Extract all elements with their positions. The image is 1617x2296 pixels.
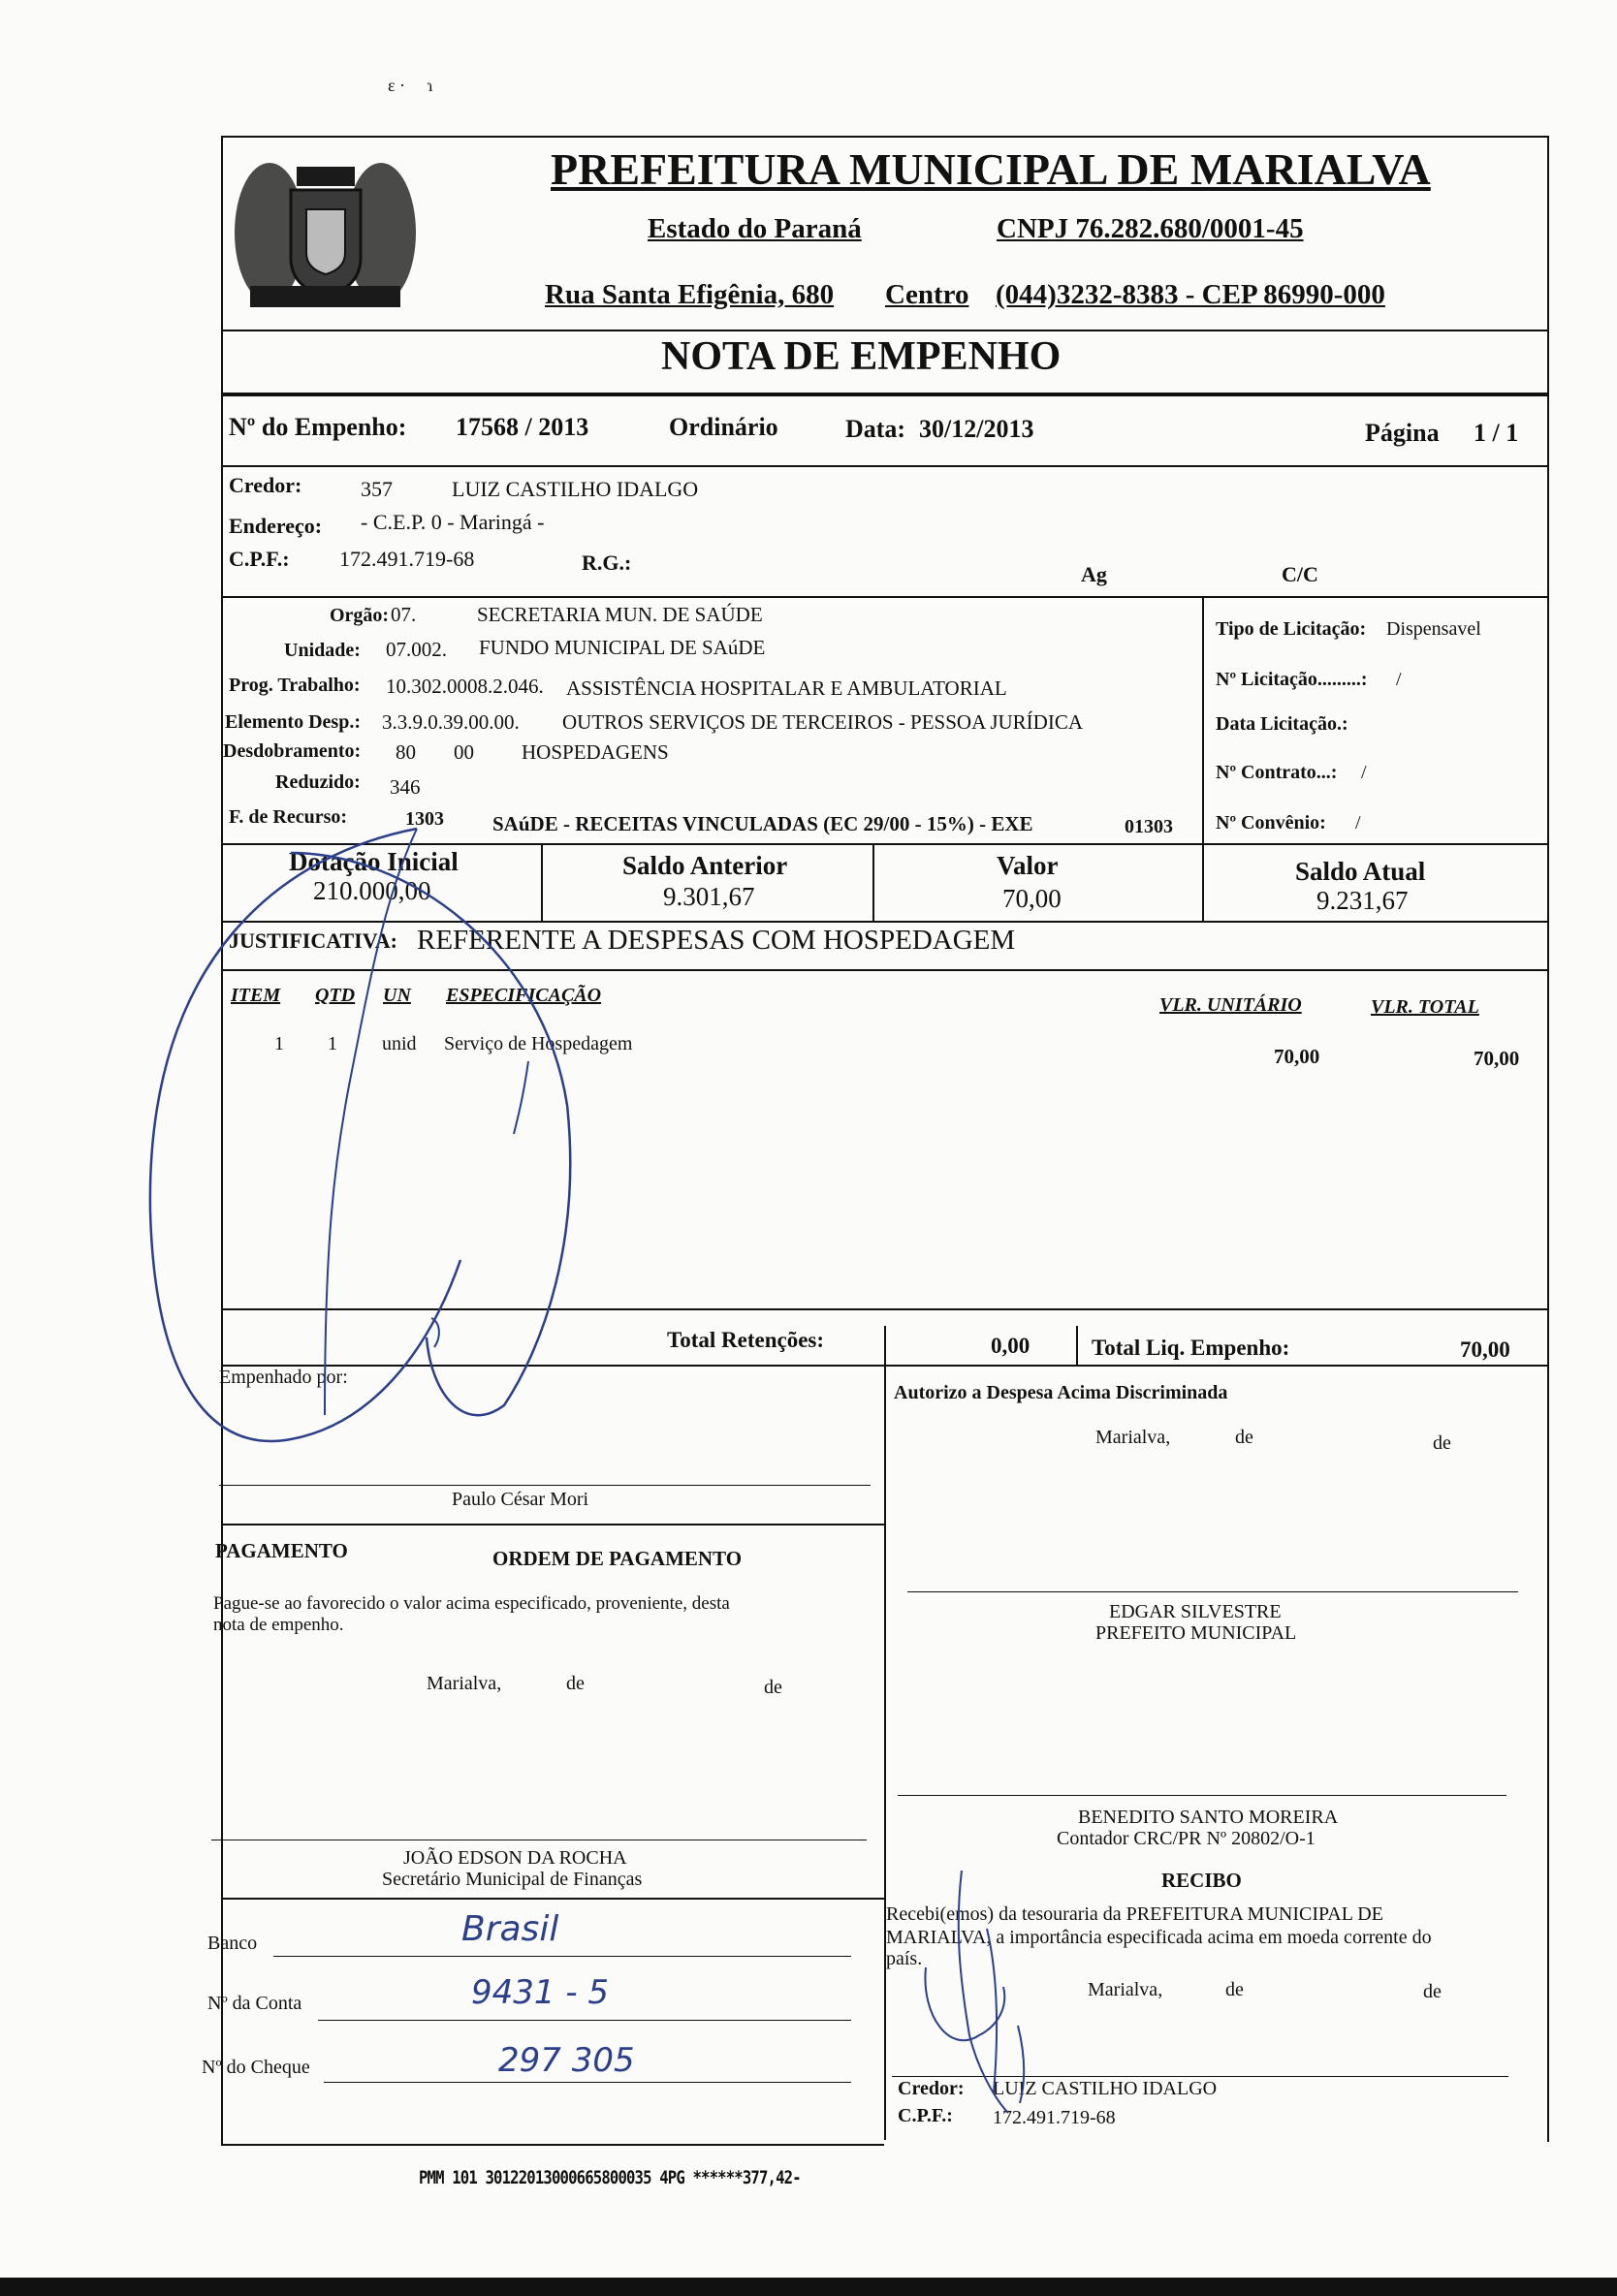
empenho-type: Ordinário bbox=[669, 413, 778, 441]
elemento-code: 3.3.9.0.39.00.00. bbox=[382, 710, 520, 734]
unidade-name: FUNDO MUNICIPAL DE SAúDE bbox=[479, 636, 766, 659]
empenhado-label: Empenhado por: bbox=[219, 1367, 348, 1388]
secretario-name: JOÃO EDSON DA ROCHA bbox=[403, 1847, 627, 1869]
dotacao-inicial-value: 210.000,00 bbox=[313, 876, 431, 905]
col-item: ITEM bbox=[231, 985, 281, 1006]
autorizo-city: Marialva, bbox=[1095, 1427, 1171, 1448]
recibo-line-2: MARIALVA, a importância especificada acima em moeda corrente do bbox=[886, 1927, 1432, 1948]
total-liq-label: Total Liq. Empenho: bbox=[1092, 1336, 1290, 1360]
contador-name: BENEDITO SANTO MOREIRA bbox=[1078, 1807, 1339, 1828]
fonte-code: 1303 bbox=[405, 808, 444, 830]
desdobramento-a: 80 bbox=[396, 740, 416, 764]
col-especificacao: ESPECIFICAÇÃO bbox=[446, 985, 602, 1006]
recibo-de-1: de bbox=[1225, 1979, 1244, 2000]
valor-value: 70,00 bbox=[1002, 884, 1062, 913]
rg-label: R.G.: bbox=[582, 550, 632, 575]
prog-name: ASSISTÊNCIA HOSPITALAR E AMBULATORIAL bbox=[566, 676, 1007, 700]
fonte-label: F. de Recurso: bbox=[229, 806, 348, 828]
scan-mark: ɛ · ɿ bbox=[388, 76, 433, 95]
contador-role: Contador CRC/PR Nº 20802/O-1 bbox=[1057, 1828, 1316, 1849]
secretario-role: Secretário Municipal de Finanças bbox=[382, 1869, 643, 1890]
recibo-cpf-label: C.P.F.: bbox=[898, 2105, 953, 2126]
document-title: NOTA DE EMPENHO bbox=[661, 334, 1062, 379]
justificativa-label: JUSTIFICATIVA: bbox=[229, 928, 398, 953]
tipo-licitacao-label: Tipo de Licitação: bbox=[1216, 618, 1367, 640]
recibo-title: RECIBO bbox=[1161, 1869, 1242, 1892]
credor-label: Credor: bbox=[229, 473, 302, 497]
endereco-label: Endereço: bbox=[229, 514, 323, 538]
col-un: UN bbox=[383, 985, 411, 1006]
endereco-value: - C.E.P. 0 - Maringá - bbox=[361, 510, 545, 534]
row-item: 1 bbox=[274, 1033, 284, 1054]
fonte-name: SAúDE - RECEITAS VINCULADAS (EC 29/00 - 15%) - EXE bbox=[492, 812, 1033, 835]
credor-code: 357 bbox=[361, 477, 393, 501]
ordem-pagamento-label: ORDEM DE PAGAMENTO bbox=[492, 1547, 743, 1570]
total-liq-value: 70,00 bbox=[1460, 1337, 1510, 1362]
reduzido-value: 346 bbox=[390, 775, 421, 799]
row-vlr-unitario: 70,00 bbox=[1274, 1045, 1320, 1068]
row-vlr-total: 70,00 bbox=[1474, 1047, 1520, 1070]
dotacao-inicial-label: Dotação Inicial bbox=[289, 847, 459, 876]
pagamento-text-1: Pague-se ao favorecido o valor acima especificado, proveniente, desta bbox=[213, 1593, 730, 1614]
orgao-name: SECRETARIA MUN. DE SAÚDE bbox=[477, 603, 763, 626]
saldo-anterior-value: 9.301,67 bbox=[663, 882, 755, 911]
orgao-code: 07. bbox=[391, 603, 417, 626]
data-value: 30/12/2013 bbox=[919, 415, 1034, 443]
orgao-label: Orgão: bbox=[330, 605, 390, 626]
pagamento-label: PAGAMENTO bbox=[215, 1539, 348, 1562]
contrato-value: / bbox=[1361, 762, 1367, 783]
pagamento-text-2: nota de empenho. bbox=[213, 1615, 344, 1635]
recibo-city: Marialva, bbox=[1088, 1979, 1163, 2000]
valor-label: Valor bbox=[997, 851, 1059, 880]
header-address: Rua Santa Efigênia, 680 bbox=[545, 279, 835, 310]
unidade-label: Unidade: bbox=[284, 640, 361, 661]
conta-label: Nº da Conta bbox=[207, 1993, 302, 2014]
header-title: PREFEITURA MUNICIPAL DE MARIALVA bbox=[551, 144, 1431, 194]
prefeito-name: EDGAR SILVESTRE bbox=[1109, 1601, 1282, 1622]
header-district: Centro bbox=[885, 279, 969, 310]
autorizo-de-2: de bbox=[1433, 1432, 1451, 1454]
autorizo-label: Autorizo a Despesa Acima Discriminada bbox=[894, 1382, 1228, 1403]
convenio-label: Nº Convênio: bbox=[1216, 812, 1326, 833]
num-licitacao-value: / bbox=[1396, 669, 1402, 690]
reduzido-label: Reduzido: bbox=[275, 771, 361, 793]
tipo-licitacao-value: Dispensavel bbox=[1386, 618, 1481, 640]
conta-value: 9431 - 5 bbox=[471, 1973, 610, 2012]
total-retencoes-value: 0,00 bbox=[991, 1334, 1030, 1358]
header-cnpj: CNPJ 76.282.680/0001-45 bbox=[997, 213, 1304, 244]
num-licitacao-label: Nº Licitação.........: bbox=[1216, 669, 1368, 690]
data-licitacao-label: Data Licitação.: bbox=[1216, 713, 1348, 735]
empenhado-signer: Paulo César Mori bbox=[452, 1489, 589, 1510]
elemento-label: Elemento Desp.: bbox=[225, 711, 361, 733]
col-vlr-total: VLR. TOTAL bbox=[1371, 996, 1479, 1018]
pagamento-de-2: de bbox=[764, 1677, 782, 1698]
saldo-atual-label: Saldo Atual bbox=[1295, 857, 1426, 886]
desdobramento-label: Desdobramento: bbox=[223, 740, 362, 762]
row-qtd: 1 bbox=[328, 1033, 337, 1054]
cheque-value: 297 305 bbox=[498, 2041, 635, 2080]
cpf-label: C.P.F.: bbox=[229, 547, 290, 571]
scan-edge bbox=[0, 2278, 1617, 2296]
unidade-code: 07.002. bbox=[386, 638, 447, 661]
banco-value: Brasil bbox=[461, 1909, 559, 1949]
row-especificacao: Serviço de Hospedagem bbox=[444, 1033, 633, 1054]
pagamento-de-1: de bbox=[566, 1673, 585, 1694]
col-qtd: QTD bbox=[315, 985, 356, 1006]
recibo-credor-label: Credor: bbox=[898, 2078, 965, 2099]
recibo-cpf-value: 172.491.719-68 bbox=[993, 2107, 1116, 2128]
banco-label: Banco bbox=[207, 1933, 258, 1954]
prefeito-role: PREFEITO MUNICIPAL bbox=[1095, 1622, 1297, 1644]
recibo-line-3: país. bbox=[886, 1948, 923, 1969]
recibo-credor-value: LUIZ CASTILHO IDALGO bbox=[993, 2078, 1218, 2099]
footer-stamp: PMM 101 30122013000665800035 4PG ******377,42- bbox=[419, 2167, 801, 2188]
header-phone-cep: (044)3232-8383 - CEP 86990-000 bbox=[996, 279, 1385, 310]
convenio-value: / bbox=[1355, 812, 1361, 833]
prog-code: 10.302.0008.2.046. bbox=[386, 675, 544, 698]
saldo-atual-value: 9.231,67 bbox=[1316, 886, 1409, 915]
desdobramento-b: 00 bbox=[454, 740, 474, 764]
total-retencoes-label: Total Retenções: bbox=[667, 1328, 825, 1352]
pagina-label: Página bbox=[1365, 419, 1440, 447]
fonte-code-2: 01303 bbox=[1125, 816, 1173, 837]
empenho-number: 17568 / 2013 bbox=[456, 413, 589, 441]
recibo-de-2: de bbox=[1423, 1981, 1442, 2002]
data-label: Data: bbox=[845, 415, 906, 443]
contrato-label: Nº Contrato...: bbox=[1216, 762, 1338, 783]
pagamento-city: Marialva, bbox=[427, 1673, 502, 1694]
credor-name: LUIZ CASTILHO IDALGO bbox=[452, 477, 699, 501]
row-un: unid bbox=[382, 1033, 417, 1054]
empenho-label: Nº do Empenho: bbox=[229, 413, 407, 441]
justificativa-text: REFERENTE A DESPESAS COM HOSPEDAGEM bbox=[417, 925, 1016, 956]
autorizo-de-1: de bbox=[1235, 1427, 1253, 1448]
elemento-name: OUTROS SERVIÇOS DE TERCEIROS - PESSOA JURÍDICA bbox=[562, 710, 1084, 734]
pagina-value: 1 / 1 bbox=[1474, 419, 1519, 447]
recibo-line-1: Recebi(emos) da tesouraria da PREFEITURA MUNICIPAL DE bbox=[886, 1903, 1383, 1925]
desdobramento-name: HOSPEDAGENS bbox=[522, 740, 669, 764]
saldo-anterior-label: Saldo Anterior bbox=[622, 851, 788, 880]
cc-label: C/C bbox=[1282, 562, 1318, 586]
header-state: Estado do Paraná bbox=[648, 213, 862, 244]
prog-label: Prog. Trabalho: bbox=[229, 675, 361, 696]
ag-label: Ag bbox=[1081, 562, 1107, 586]
cpf-value: 172.491.719-68 bbox=[339, 547, 475, 571]
col-vlr-unitario: VLR. UNITÁRIO bbox=[1159, 994, 1302, 1016]
cheque-label: Nº do Cheque bbox=[202, 2057, 310, 2078]
